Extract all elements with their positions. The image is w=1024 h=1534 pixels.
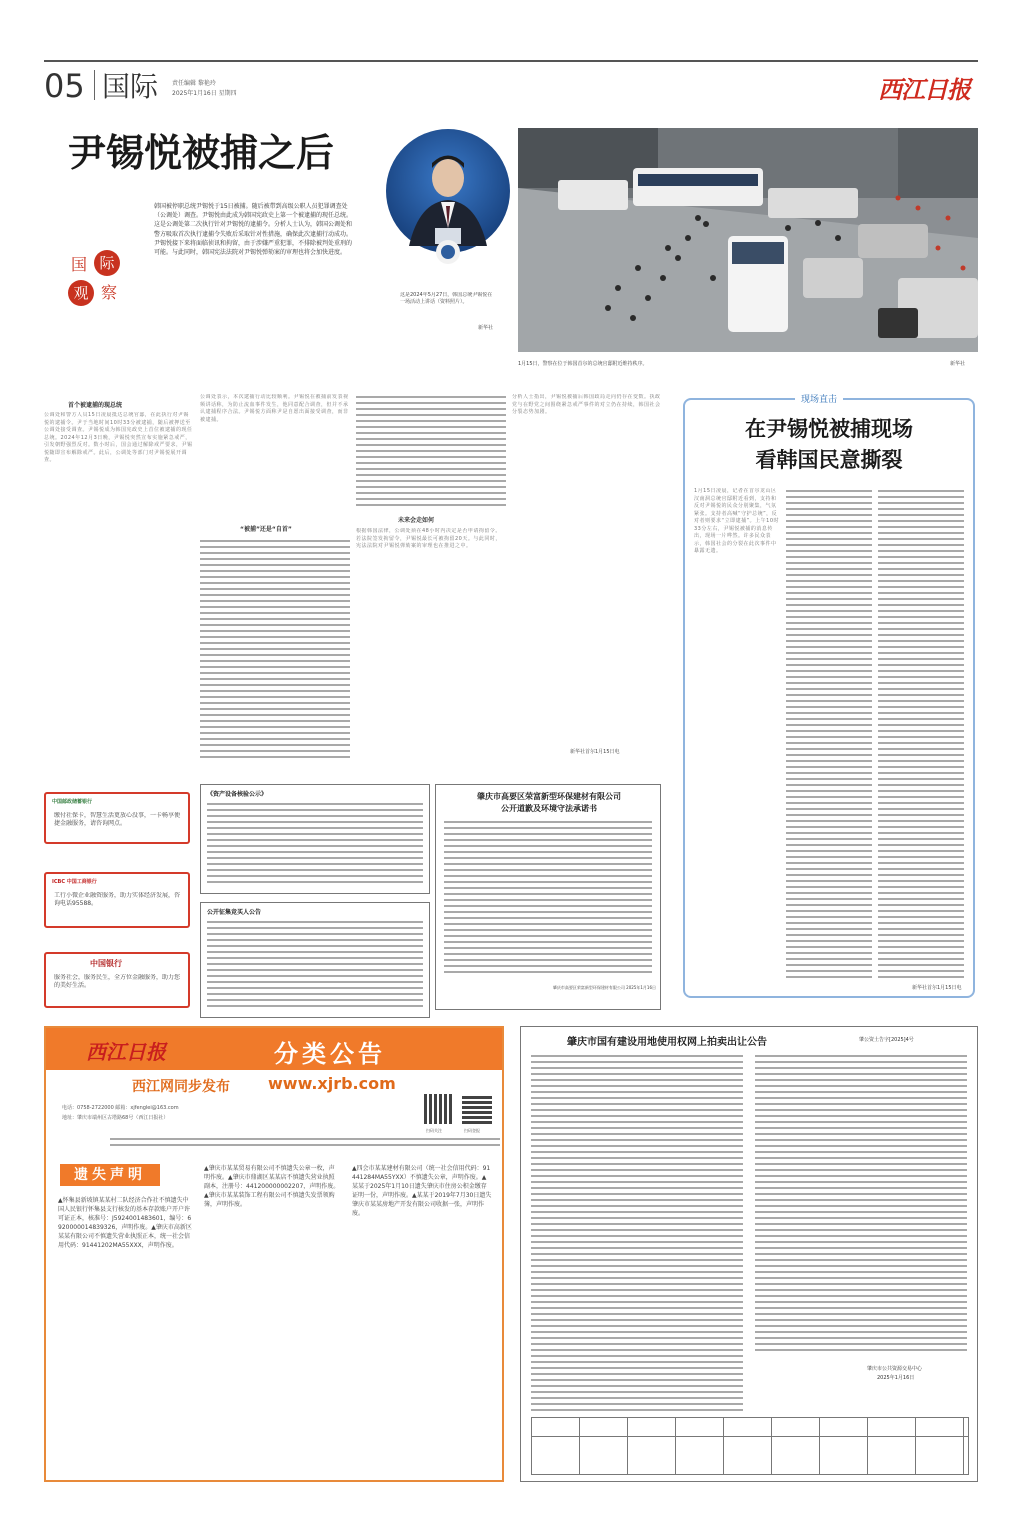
lead-intro: 韩国被停职总统尹锡悦于15日被捕。随后被带到高级公职人员犯罪调查处（公调处）调查。尹锡悦由此成为韩国宪政史上第一个被逮捕的现任总统。这是公调处第二次执行针对尹锡悦的逮捕令。分析人士认为，韩国公调处和警方吸取首次执行逮捕令失败后采取针对性措施，确保此次逮捕行动成功。尹锡悦接下来将面临侦讯和拘留，由于涉嫌严重犯罪，不排除被判处重刑的可能。与此同时，韩国宪法法院对尹锡悦弹劾案的审理也将会加快进度。: [154, 203, 353, 257]
lost-title: 遗失声明: [60, 1164, 160, 1186]
col2-text-lines: [200, 538, 350, 758]
notice-1: [200, 784, 430, 894]
land-notice-title: 肇庆市国有建设用地使用权网上拍卖出让公告: [567, 1037, 767, 1048]
col3-text-lines-top: [356, 394, 506, 506]
photo-caption: 1月15日，警察在位于韩国首尔的总统官邸附近维持秩序。: [518, 361, 648, 367]
scene-title-2: 看韩国民意撕裂: [755, 448, 903, 472]
portrait-credit: 新华社: [478, 325, 494, 331]
ad-bank-2-name: ICBC 中国工商银行: [52, 879, 97, 885]
col2-text-top: 公调处表示，本次逮捕行动比较顺利。尹锡悦在被捕前发表视频讲话称，为防止流血事件发生，他同意配合调查，但并不承认逮捕程序合法。尹锡悦方面称尹是自愿出面接受调查，而非被逮捕。: [200, 394, 349, 423]
qr-code-1[interactable]: [424, 1094, 454, 1124]
lost-col-3: ▲四会市某某建材有限公司（统一社会信用代码：91441284MA55YXX）不慎遗失公章，声明作废。▲某某于2025年1月10日遗失肇庆市住房公积金缴存证明一份，声明作废。▲某某于2019年7月30日遗失肇庆市某某房地产开发有限公司收据一张，声明作废。: [352, 1165, 492, 1217]
col3-text: 根据韩国法律，公调处须在48小时内决定是否申请拘留令。若法院签发拘留令，尹锡悦最长可被拘留20天。与此同时，宪法法院对尹锡悦弹劾案的审理也在推进之中。: [356, 528, 501, 549]
classified-url[interactable]: www.xjrb.com: [268, 1074, 396, 1093]
land-notice: [520, 1026, 978, 1482]
ad-bank-3-name: 中国银行: [90, 959, 122, 968]
land-notice-body-right: [755, 1053, 967, 1353]
page-number: 05: [44, 67, 85, 105]
notice-2-subtitle: 公开道歉及环境守法承诺书: [501, 804, 597, 813]
classified-logo: 西江日报: [86, 1040, 166, 1064]
classified-title: 分类公告: [274, 1040, 386, 1068]
notice-2-title: 肇庆市高要区荣富新型环保建材有限公司: [477, 792, 621, 801]
classified-banner: [46, 1028, 502, 1070]
col1-text: 公调处和警方人员15日凌晨抵达总统官邸，在此执行对尹锡悦的逮捕令。尹于当地时间10时33分被逮捕，随后被押送至公调处接受调查。尹锡悦成为韩国宪政史上首位被逮捕的现任总统。2024年12月3日晚，尹锡悦突然宣布实施紧急戒严，引发朝野强烈反对。数小时后，国会通过解除戒严要求，尹锡悦随即宣布解除戒严。此后，公调处等部门对尹锡悦展开调查。: [44, 412, 193, 463]
scene-title-1: 在尹锡悦被捕现场: [745, 417, 913, 441]
classified-fineprint: [110, 1136, 500, 1150]
headline: 尹锡悦被捕之后: [68, 131, 335, 175]
scene-body: 1月15日凌晨，记者在首尔龙山区汉南洞总统官邸附近看到，支持和反对尹锡悦的民众分别聚集，气氛紧张。支持者高喊“守护总统”，反对者则要求“立即逮捕”。上午10时33分左右，尹锡悦被捕的消息传出，现场一片哗然。许多民众表示，韩国社会的分裂在此次事件中暴露无遗。: [694, 488, 780, 554]
column-tag-char-3: 观: [68, 280, 94, 306]
scene-body-col3: [878, 488, 964, 978]
scene-kicker: 现场直击: [795, 392, 843, 405]
ad-bank-1: [44, 792, 190, 844]
column-tag-char-4: 察: [100, 283, 117, 302]
notice-2: [435, 784, 661, 1010]
qr-1-label: 扫码关注: [426, 1128, 442, 1133]
qr-2-label: 扫码登报: [464, 1128, 480, 1133]
col1-subhead: 首个被逮捕的现总统: [68, 402, 123, 409]
col4-credit: 新华社首尔1月15日电: [570, 749, 620, 755]
header-divider: [94, 70, 95, 100]
notice-3: [200, 902, 430, 1018]
portrait-photo: [385, 128, 511, 278]
scene-credit: 新华社首尔1月15日电: [912, 985, 962, 991]
notice-2-body: [444, 819, 652, 977]
top-rule: [44, 60, 978, 62]
ad-bank-3-text: 服务社会，服务民生，全方位金融服务，助力您的美好生活。: [54, 974, 181, 989]
notice-3-title: 公开征集竞买人公告: [207, 909, 262, 916]
land-notice-code: 肇公资土告字[2025]4号: [859, 1037, 914, 1043]
land-notice-table: [531, 1417, 969, 1475]
classified-phone: 电话：0758-2722000 邮箱：xjfenglei@163.com: [62, 1105, 179, 1111]
notice-2-footer: 肇庆市高要区荣富新型环保建材有限公司 2025年1月16日: [552, 985, 656, 990]
lost-col-2: ▲肇庆市某某贸易有限公司不慎遗失公章一枚，声明作废。▲肇庆市鼎湖区某某店不慎遗失营业执照副本，注册号：441200000002207，声明作废。▲肇庆市某某装饰工程有限公司不慎遗失发票领购簿，声明作废。: [204, 1165, 340, 1208]
section-name: 国际: [102, 70, 159, 103]
notice-1-body: [207, 801, 423, 887]
classified-sync-label: 西江网同步发布: [132, 1079, 230, 1095]
news-photo: [518, 128, 978, 352]
scene-body-col2: [786, 488, 872, 978]
column-tag-char-1: 国: [70, 255, 87, 274]
editor-line: 责任编辑 黎艳玲: [172, 80, 216, 87]
land-notice-body-left: [531, 1053, 743, 1413]
column-tag-char-2: 际: [94, 250, 120, 276]
lost-col-1: ▲怀集县新坡镇某某村二队经济合作社不慎遗失中国人民银行怀集县支行核发的基本存款账户开户许可证正本，核准号：J5924001483601，编号：6920000014839326，声明作废。▲肇庆市高新区某某有限公司不慎遗失营业执照正本，统一社会信用代码：91441202MA55XXX，声明作废。: [58, 1197, 192, 1249]
land-notice-footer-1: 肇庆市公共资源交易中心: [867, 1366, 923, 1372]
notice-3-body: [207, 919, 423, 1011]
notice-1-title: 《资产设备核验公示》: [207, 791, 268, 798]
column-tag: [68, 250, 128, 310]
col2-subhead: “被捕”还是“自首”: [240, 526, 292, 533]
col4-text: 分析人士指出，尹锡悦被捕后韩国政局走向仍存在变数。执政党与在野党之间围绕紧急戒严事件的对立仍在持续，韩国社会分裂态势加剧。: [512, 394, 661, 415]
ad-bank-1-name: 中国邮政储蓄银行: [52, 799, 93, 805]
ad-bank-3: [44, 952, 190, 1008]
date-line: 2025年1月16日 星期四: [172, 90, 237, 97]
qr-code-2[interactable]: [462, 1094, 492, 1124]
ad-bank-2-text: 工行小微企业融资服务，助力实体经济发展，咨询电话95588。: [54, 892, 181, 907]
masthead-logo: 西江日报: [878, 75, 970, 104]
col3-subhead: 未来会走如何: [398, 517, 435, 524]
portrait-caption: 这是2024年5月27日，韩国总统尹锡悦在一场活动上讲话（资料照片）。: [400, 292, 493, 305]
ad-bank-2: [44, 872, 190, 928]
land-notice-footer-2: 2025年1月16日: [877, 1375, 915, 1381]
ad-bank-1-text: 缴付社保卡，智慧生活更放心没事，一卡畅享便捷金融服务，请咨询网点。: [54, 812, 181, 827]
photo-credit: 新华社: [950, 361, 966, 367]
classified-address: 地址：肇庆市端州区古塔路68号（西江日报社）: [62, 1115, 169, 1121]
